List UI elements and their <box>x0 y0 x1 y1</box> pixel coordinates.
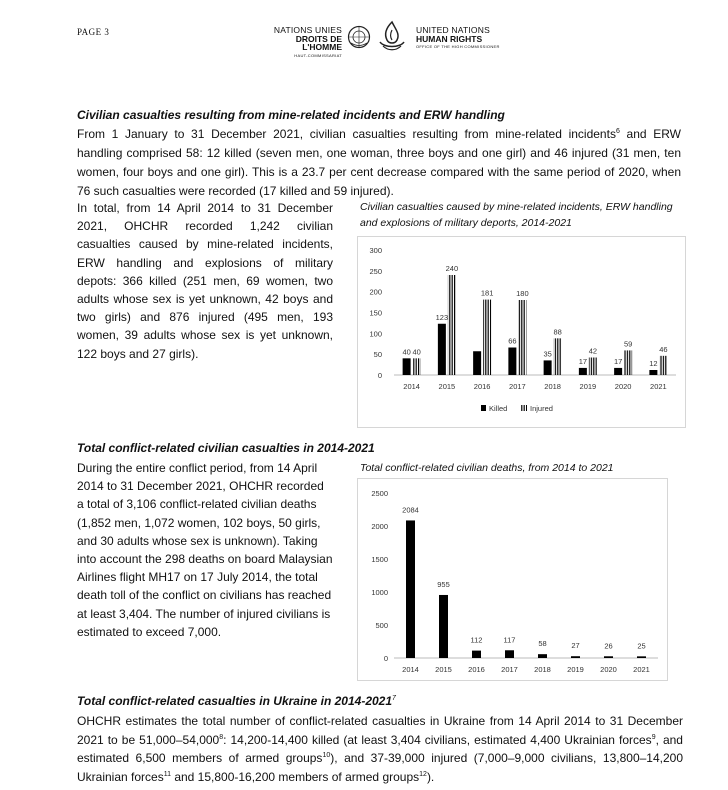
footnote-ref: 11 <box>163 770 171 778</box>
data-label: 181 <box>480 288 494 298</box>
footnote-ref: 6 <box>615 128 620 135</box>
ohchr-logo <box>254 20 524 60</box>
data-label: 27 <box>571 641 580 651</box>
data-label: 117 <box>503 635 516 645</box>
y-tick-label: 100 <box>369 329 382 339</box>
footnote-ref: 7 <box>392 695 396 702</box>
y-tick-label: 2500 <box>371 489 388 498</box>
x-tick-label: 2021 <box>633 665 650 674</box>
data-label: 40 <box>412 347 421 357</box>
human-rights-flame-icon <box>374 20 410 54</box>
deaths-bar <box>637 656 646 658</box>
x-tick-label: 2015 <box>435 665 452 674</box>
deaths-bar <box>538 654 547 658</box>
footnote-ref: 10 <box>322 752 331 759</box>
logo-english-text: UNITED NATIONS HUMAN RIGHTS OFFICE OF THE HIGH COMMISSIONER <box>416 25 500 49</box>
killed-bar <box>438 324 446 375</box>
total-casualties-paragraph: During the entire conflict period, from 14 April 2014 to 31 December 2021, OHCHR recorded a total of 3,106 conflict-related civilian deaths (1,852 men, 1,072 women, 102 boys, 50 girls, and 30 adults whose sex is unknown). Taking into account the 298 deaths on board Malaysian Airlines flight MH17 on 17 July 2014, the total death toll of the conflict on civilians has reached at least 3,404. The number of injured civilians is estimated to exceed 7,000. <box>77 461 333 639</box>
legend-label-killed: Killed <box>489 404 508 413</box>
data-label: 123 <box>435 312 449 322</box>
deaths-bar <box>604 656 613 658</box>
mine-casualties-chart <box>358 237 685 427</box>
killed-bar <box>649 370 657 375</box>
data-label: 17 <box>578 356 588 366</box>
injured-bar <box>554 338 562 375</box>
logo-french-text: NATIONS UNIES DROITS DE L'HOMME HAUT-COMMISSARIAT <box>273 25 342 58</box>
data-label: 40 <box>402 347 411 357</box>
injured-bar <box>624 350 632 375</box>
data-label: 46 <box>659 344 668 354</box>
data-label: 112 <box>470 635 483 645</box>
killed-bar <box>473 351 481 375</box>
data-label: 2084 <box>402 505 419 515</box>
deaths-bar <box>406 520 415 658</box>
footnote-ref: 8 <box>219 733 224 741</box>
data-label: 26 <box>604 641 613 651</box>
x-tick-label: 2018 <box>534 665 551 674</box>
killed-bar <box>403 358 411 375</box>
legend-swatch-injured <box>521 405 527 411</box>
data-label: 66 <box>508 336 517 346</box>
section-heading-ukraine-casualties: Total conflict-related casualties in Ukraine in 2014-2021$^7$ <box>77 694 396 708</box>
killed-bar <box>614 368 622 375</box>
data-label: 59 <box>623 339 633 349</box>
injured-bar <box>413 358 421 375</box>
footnote-ref: 9 <box>651 733 656 741</box>
y-tick-label: 1000 <box>371 588 388 597</box>
data-label: 88 <box>553 327 562 337</box>
legend-label-injured: Injured <box>530 404 553 413</box>
deaths-bar <box>571 656 580 658</box>
mine-casualties-paragraph: In total, from 14 April 2014 to 31 December 2021, OHCHR recorded 1,242 civilian casualties caused by mine-related incidents, ERW handling and explosions of military depots: 366 killed (251 men, 69 women, two adults whose sex is yet unknown, 42 boys and two girls) and 876 injured (495 men, 193 women, 39 adults whose sex is yet unknown, 122 boys and 27 girls). <box>77 201 333 361</box>
footnote-ref: 12 <box>419 770 427 778</box>
data-label: 180 <box>516 289 529 298</box>
killed-bar <box>544 360 552 375</box>
x-tick-label: 2016 <box>468 665 485 674</box>
x-tick-label: 2020 <box>614 382 632 391</box>
deaths-bar <box>505 650 514 658</box>
data-label: 35 <box>543 349 552 359</box>
x-tick-label: 2014 <box>402 665 419 674</box>
killed-bar <box>579 368 587 375</box>
killed-bar <box>508 348 516 376</box>
data-label: 17 <box>613 356 623 366</box>
section-heading-total-casualties: Total conflict-related civilian casualties in 2014-2021 <box>77 441 375 455</box>
x-tick-label: 2019 <box>579 382 597 391</box>
chart2-frame <box>357 478 668 681</box>
civilian-deaths-chart <box>358 479 667 680</box>
section-heading-mine-casualties: Civilian casualties resulting from mine-related incidents and ERW handling <box>77 108 505 122</box>
x-tick-label: 2019 <box>567 665 584 674</box>
x-tick-label: 2015 <box>438 382 456 391</box>
y-tick-label: 150 <box>369 308 382 318</box>
x-tick-label: 2017 <box>509 382 526 391</box>
injured-bar <box>659 356 667 375</box>
chart2-title: Total conflict-related civilian deaths, from 2014 to 2021 <box>360 462 614 474</box>
data-label: 955 <box>437 579 450 589</box>
data-label: 12 <box>649 359 658 368</box>
y-tick-label: 500 <box>375 621 388 630</box>
y-tick-label: 0 <box>377 371 382 380</box>
data-label: 58 <box>538 639 547 649</box>
y-tick-label: 0 <box>383 654 388 663</box>
x-tick-label: 2021 <box>650 382 667 391</box>
x-tick-label: 2017 <box>501 665 518 674</box>
intro-paragraph: From 1 January to 31 December 2021, civilian casualties resulting from mine-related incidents$^6$ and ERW handling comprised 58: 12 killed (seven men, one woman, three boys and one girl) and 46 injured (31 men, ten women, four boys and one girl). This is a 23.7 per cent decrease compared with the same period of 2020, when 76 such casualties were recorded (17 killed and 59 injured). <box>77 127 682 198</box>
data-label: 42 <box>588 346 598 356</box>
y-tick-label: 2000 <box>371 522 388 531</box>
y-tick-label: 200 <box>369 287 382 297</box>
data-label: 240 <box>445 264 459 273</box>
un-emblem-icon <box>347 25 371 49</box>
data-label: 25 <box>637 641 646 651</box>
injured-bar <box>589 358 597 376</box>
x-tick-label: 2020 <box>600 665 617 674</box>
injured-bar <box>448 275 456 375</box>
deaths-bar <box>439 595 448 658</box>
legend-swatch-killed <box>481 405 486 411</box>
chart1-frame <box>357 236 686 428</box>
deaths-bar <box>472 651 481 658</box>
ukraine-casualties-paragraph: OHCHR estimates the total number of conflict-related casualties in Ukraine from 14 April 2014 to 31 December 2021 to be 51,000–54,000$^8$: 14,200-14,400 killed (at least 3,404 civilians, estimated 4,400 Ukrainian forces$^9$, and estimated 6,500 members of armed groups$^{10}$), and 37-39,000 injured (7,000–9,000 civilians, 13,800–14,200 Ukrainian forces$^{11}$ and 15,800-16,200 members of armed groups$^{12}$). <box>77 714 683 784</box>
y-tick-label: 50 <box>373 350 382 360</box>
x-tick-label: 2014 <box>403 382 420 391</box>
page-number: PAGE 3 <box>77 27 110 37</box>
x-tick-label: 2016 <box>473 382 491 391</box>
x-tick-label: 2018 <box>544 382 561 391</box>
chart1-title: Civilian casualties caused by mine-related incidents, ERW handling and explosions of military deports, 2014-2021 <box>360 201 673 229</box>
y-tick-label: 300 <box>369 246 382 255</box>
y-tick-label: 250 <box>369 266 382 276</box>
y-tick-label: 1500 <box>371 555 388 564</box>
injured-bar <box>483 300 491 375</box>
injured-bar <box>518 300 526 375</box>
